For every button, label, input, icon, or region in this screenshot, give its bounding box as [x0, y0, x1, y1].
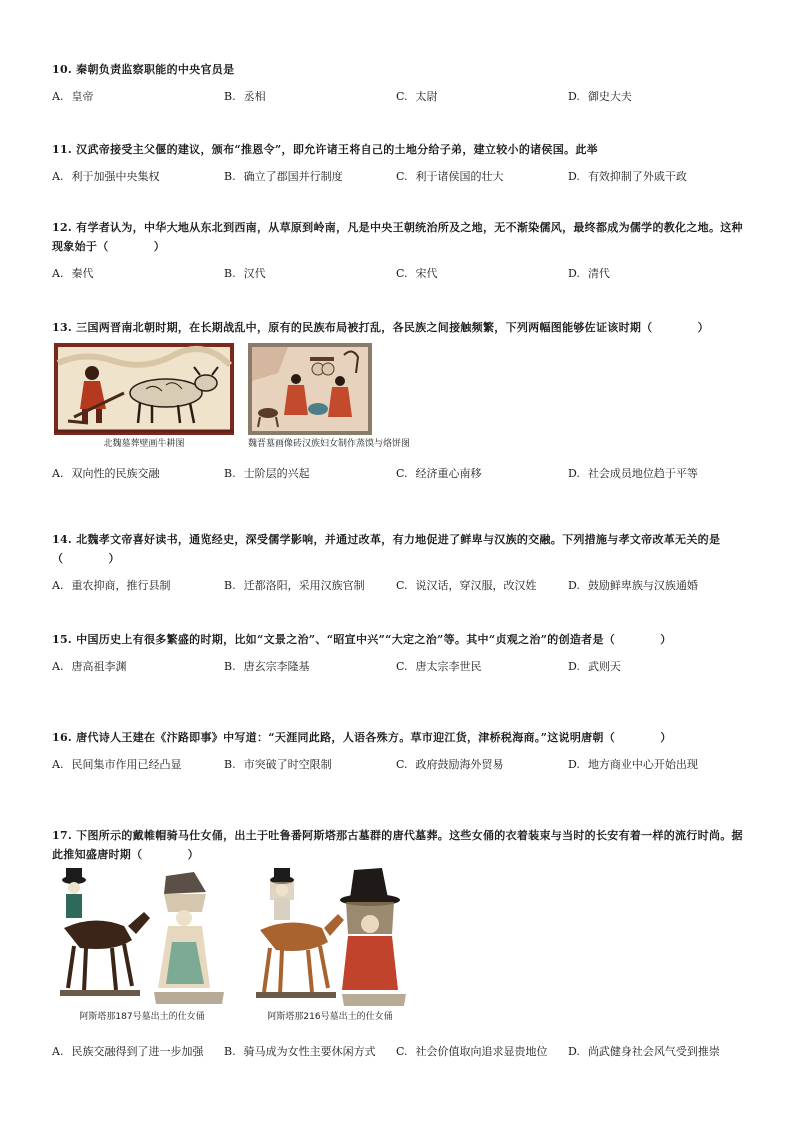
options-row	[52, 464, 752, 483]
question-stem: 11. 汉武帝接受主父偃的建议，颁布“推恩令”，即允许诸王将自己的土地分给子弟，建立较小的诸侯国。此举	[52, 143, 598, 156]
question-17	[52, 826, 752, 1061]
option-d[interactable]: D. 清代	[568, 267, 610, 280]
option-c[interactable]: C. 说汉话，穿汉服，改汉姓	[396, 579, 537, 592]
question-12	[52, 218, 752, 283]
option-a[interactable]: A. 民族交融得到了进一步加强	[52, 1045, 204, 1058]
tomb-187-figurines-image	[54, 868, 230, 1008]
figure-caption: 阿斯塔那187号墓出土的仕女俑	[79, 1012, 205, 1022]
brick-painting-image	[248, 343, 372, 435]
options-row	[52, 657, 752, 676]
question-15	[52, 630, 752, 676]
options-row	[52, 1042, 752, 1061]
option-c[interactable]: C. 利于诸侯国的壮大	[396, 170, 504, 183]
ox-plowing-mural-image	[54, 343, 234, 435]
tomb-216-figurines-image	[242, 868, 418, 1008]
option-d[interactable]: D. 武则天	[568, 660, 621, 673]
options-row	[52, 87, 752, 106]
question-stem: 12. 有学者认为，中华大地从东北到西南，从草原到岭南，凡是中央王朝统治所及之地，无不渐染儒风，最终都成为儒学的教化之地。这种现象始于（ ）	[52, 221, 743, 253]
figure-caption: 北魏墓葬壁画牛耕图	[103, 439, 185, 449]
options-row	[52, 264, 752, 283]
question-13	[52, 318, 752, 483]
question-stem: 13. 三国两晋南北朝时期，在长期战乱中，原有的民族布局被打乱，各民族之间接触频繁，下列两幅图能够佐证该时期（ ）	[52, 321, 709, 334]
option-a[interactable]: A. 民间集市作用已经凸显	[52, 758, 182, 771]
option-a[interactable]: A. 双向性的民族交融	[52, 467, 160, 480]
option-c[interactable]: C. 宋代	[396, 267, 438, 280]
option-c[interactable]: C. 经济重心南移	[396, 467, 482, 480]
figure-ox-plowing-mural	[54, 343, 234, 450]
option-a[interactable]: A. 秦代	[52, 267, 94, 280]
question-11	[52, 140, 752, 186]
question-stem: 15. 中国历史上有很多繁盛的时期，比如“文景之治”、“昭宣中兴”“大定之治”等。其中“贞观之治”的创造者是（ ）	[52, 633, 672, 646]
question-stem: 17. 下图所示的戴帷帽骑马仕女俑，出土于吐鲁番阿斯塔那古墓群的唐代墓葬。这些女俑的衣着装束与当时的长安有着一样的流行时尚。据此推知盛唐时期（ ）	[52, 829, 743, 861]
option-c[interactable]: C. 政府鼓励海外贸易	[396, 758, 504, 771]
figure-tomb-187-figurines	[54, 868, 230, 1023]
option-a[interactable]: A. 唐高祖李渊	[52, 660, 127, 673]
options-row	[52, 576, 752, 595]
question-10	[52, 60, 752, 106]
figure-tomb-216-figurines	[242, 868, 418, 1023]
figure-row	[52, 343, 752, 458]
question-14	[52, 530, 752, 595]
option-c[interactable]: C. 社会价值取向追求显贵地位	[396, 1045, 548, 1058]
option-c[interactable]: C. 太尉	[396, 90, 438, 103]
option-c[interactable]: C. 唐太宗李世民	[396, 660, 482, 673]
option-d[interactable]: D. 鼓励鲜卑族与汉族通婚	[568, 579, 698, 592]
option-a[interactable]: A. 利于加强中央集权	[52, 170, 160, 183]
option-b[interactable]: B. 确立了郡国并行制度	[224, 170, 343, 183]
option-b[interactable]: B. 丞相	[224, 90, 266, 103]
options-row	[52, 755, 752, 774]
option-b[interactable]: B. 汉代	[224, 267, 266, 280]
option-b[interactable]: B. 唐玄宗李隆基	[224, 660, 310, 673]
option-d[interactable]: D. 尚武健身社会风气受到推崇	[568, 1045, 720, 1058]
option-b[interactable]: B. 迁都洛阳，采用汉族官制	[224, 579, 365, 592]
question-16	[52, 728, 752, 774]
option-d[interactable]: D. 御史大夫	[568, 90, 632, 103]
figure-caption: 魏晋墓画像砖汉族妇女制作蒸馍与烙饼图	[248, 439, 411, 449]
option-b[interactable]: B. 骑马成为女性主要休闲方式	[224, 1045, 376, 1058]
figure-caption: 阿斯塔那216号墓出土的仕女俑	[267, 1012, 393, 1022]
option-d[interactable]: D. 有效抑制了外戚干政	[568, 170, 687, 183]
question-stem: 16. 唐代诗人王建在《汴路即事》中写道：“天涯同此路，人语各殊方。草市迎江货，津桥税海商。”这说明唐朝（ ）	[52, 731, 672, 744]
question-stem: 10. 秦朝负责监察职能的中央官员是	[52, 63, 235, 76]
option-b[interactable]: B. 市突破了时空限制	[224, 758, 332, 771]
options-row	[52, 167, 752, 186]
figure-brick-painting	[248, 343, 410, 450]
option-d[interactable]: D. 地方商业中心开始出现	[568, 758, 698, 771]
option-a[interactable]: A. 皇帝	[52, 90, 94, 103]
figure-row	[52, 868, 752, 1036]
option-d[interactable]: D. 社会成员地位趋于平等	[568, 467, 698, 480]
question-stem: 14. 北魏孝文帝喜好读书，通览经史，深受儒学影响，并通过改革，有力地促进了鲜卑与汉族的交融。下列措施与孝文帝改革无关的是（ ）	[52, 533, 721, 565]
option-b[interactable]: B. 士阶层的兴起	[224, 467, 310, 480]
option-a[interactable]: A. 重农抑商，推行县制	[52, 579, 171, 592]
